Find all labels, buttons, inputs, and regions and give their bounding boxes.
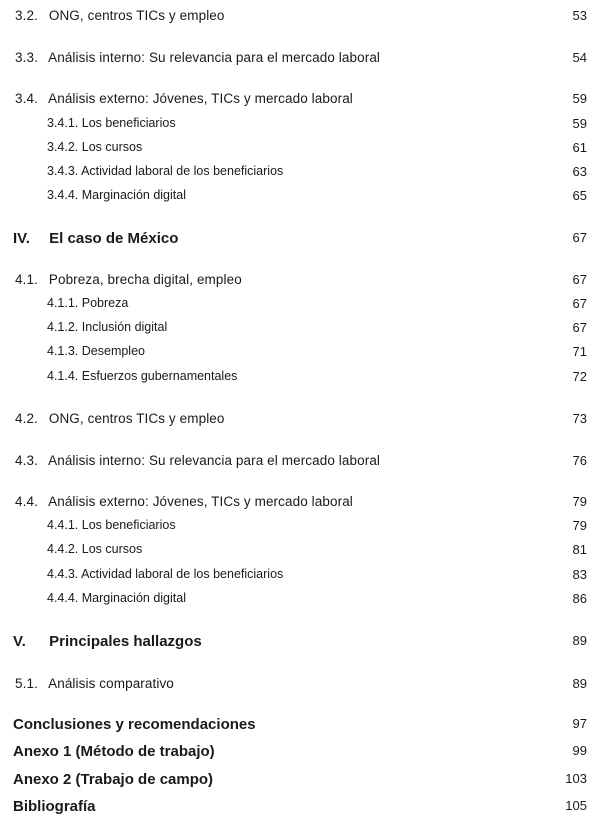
toc-entry bbox=[0, 188, 600, 212]
toc-entry bbox=[0, 494, 600, 518]
toc-entry-number: 3.4. bbox=[15, 91, 38, 106]
toc-entry-number: 4.2. bbox=[15, 411, 38, 426]
toc-entry-page: 54 bbox=[572, 50, 587, 65]
toc-entry-page: 86 bbox=[572, 591, 587, 606]
toc-entry-title: Marginación digital bbox=[81, 188, 186, 202]
toc-entry-page: 81 bbox=[572, 542, 587, 557]
toc-entry-number: 4.3. bbox=[15, 453, 38, 468]
toc-entry-page: 103 bbox=[565, 771, 587, 786]
toc-entry-title: Análisis comparativo bbox=[48, 676, 174, 691]
toc-entry-number: 4.4. bbox=[15, 494, 38, 509]
toc-entry bbox=[0, 676, 600, 700]
toc-entry-title: Principales hallazgos bbox=[49, 633, 202, 650]
toc-entry-title: Actividad laboral de los beneficiarios bbox=[81, 164, 284, 178]
toc-entry-title: Los cursos bbox=[81, 140, 143, 154]
toc-entry-number: V. bbox=[13, 633, 26, 650]
toc-entry bbox=[0, 518, 600, 542]
toc-entry-title: Los cursos bbox=[81, 542, 143, 556]
toc-entry-number: IV. bbox=[13, 230, 30, 247]
toc-entry bbox=[0, 50, 600, 74]
toc-entry-number: 4.4.1. bbox=[47, 518, 79, 532]
toc-entry bbox=[0, 369, 600, 393]
toc-entry-title: ONG, centros TICs y empleo bbox=[48, 411, 225, 426]
toc-entry-title: Anexo 2 (Trabajo de campo) bbox=[13, 771, 214, 788]
toc-entry-page: 79 bbox=[572, 494, 587, 509]
toc-entry-title: Conclusiones y recomendaciones bbox=[13, 716, 256, 733]
toc-entry-number: 3.2. bbox=[15, 8, 38, 23]
toc-entry bbox=[0, 116, 600, 140]
toc-entry-title: Los beneficiarios bbox=[81, 116, 176, 130]
toc-entry-page: 73 bbox=[572, 411, 587, 426]
toc-entry bbox=[0, 140, 600, 164]
toc-entry bbox=[0, 8, 600, 32]
toc-entry-page: 67 bbox=[572, 230, 587, 245]
toc-entry-page: 105 bbox=[565, 798, 587, 813]
toc-entry bbox=[0, 591, 600, 615]
toc-entry-page: 67 bbox=[572, 320, 587, 335]
toc-entry-number: 4.4.4. bbox=[47, 591, 79, 605]
toc-entry bbox=[0, 542, 600, 566]
toc-entry bbox=[0, 344, 600, 368]
toc-entry-page: 76 bbox=[572, 453, 587, 468]
toc-entry-title: Inclusión digital bbox=[81, 320, 168, 334]
toc-entry bbox=[0, 411, 600, 435]
toc-entry-title: Bibliografía bbox=[13, 798, 96, 815]
toc-entry-page: 72 bbox=[572, 369, 587, 384]
toc-entry bbox=[0, 320, 600, 344]
toc-chapter bbox=[0, 633, 600, 657]
toc-entry-title: Análisis interno: Su relevancia para el mercado laboral bbox=[48, 50, 381, 65]
toc-entry-page: 67 bbox=[572, 272, 587, 287]
toc-entry-title: Análisis interno: Su relevancia para el mercado laboral bbox=[48, 453, 381, 468]
toc-entry-number: 3.4.1. bbox=[47, 116, 79, 130]
toc-entry-title: Esfuerzos gubernamentales bbox=[81, 369, 238, 383]
toc-entry bbox=[0, 272, 600, 296]
toc-entry bbox=[0, 567, 600, 591]
toc-back-matter bbox=[0, 743, 600, 767]
toc-entry-page: 97 bbox=[572, 716, 587, 731]
toc-entry-number: 3.4.4. bbox=[47, 188, 79, 202]
toc-entry-title: Análisis externo: Jóvenes, TICs y mercado laboral bbox=[48, 494, 353, 509]
toc-entry-number: 3.4.2. bbox=[47, 140, 79, 154]
toc-entry-title: Análisis externo: Jóvenes, TICs y mercado laboral bbox=[48, 91, 353, 106]
toc-entry-title: Marginación digital bbox=[81, 591, 186, 605]
toc-entry-number: 3.4.3. bbox=[47, 164, 79, 178]
toc-entry-page: 61 bbox=[572, 140, 587, 155]
toc-entry-page: 59 bbox=[572, 91, 587, 106]
toc-entry-title: Los beneficiarios bbox=[81, 518, 176, 532]
toc-entry-number: 5.1. bbox=[15, 676, 38, 691]
toc-entry-page: 65 bbox=[572, 188, 587, 203]
toc-entry-page: 53 bbox=[572, 8, 587, 23]
toc-back-matter bbox=[0, 716, 600, 740]
toc-entry bbox=[0, 296, 600, 320]
toc-chapter bbox=[0, 230, 600, 254]
toc-entry-title: Actividad laboral de los beneficiarios bbox=[81, 567, 284, 581]
toc-entry-page: 63 bbox=[572, 164, 587, 179]
toc-back-matter bbox=[0, 771, 600, 795]
toc-entry-number: 4.4.2. bbox=[47, 542, 79, 556]
toc-entry-number: 4.1.1. bbox=[47, 296, 79, 310]
toc-entry-title: Pobreza, brecha digital, empleo bbox=[48, 272, 242, 287]
toc-entry bbox=[0, 91, 600, 115]
toc-entry bbox=[0, 453, 600, 477]
toc-entry bbox=[0, 164, 600, 188]
toc-entry-number: 4.1.2. bbox=[47, 320, 79, 334]
toc-entry-page: 71 bbox=[572, 344, 587, 359]
toc-entry-page: 67 bbox=[572, 296, 587, 311]
toc-entry-number: 3.3. bbox=[15, 50, 38, 65]
toc-entry-page: 79 bbox=[572, 518, 587, 533]
toc-entry-number: 4.4.3. bbox=[47, 567, 79, 581]
toc-entry-title: Anexo 1 (Método de trabajo) bbox=[13, 743, 215, 760]
toc-entry-title: Desempleo bbox=[81, 344, 145, 358]
toc-entry-page: 59 bbox=[572, 116, 587, 131]
toc-entry-page: 89 bbox=[572, 676, 587, 691]
toc-entry-title: Pobreza bbox=[81, 296, 129, 310]
toc-entry-number: 4.1.4. bbox=[47, 369, 79, 383]
toc-entry-title: El caso de México bbox=[49, 230, 179, 247]
toc-entry-page: 89 bbox=[572, 633, 587, 648]
toc-entry-title: ONG, centros TICs y empleo bbox=[48, 8, 225, 23]
toc-entry-page: 99 bbox=[572, 743, 587, 758]
toc-entry-number: 4.1. bbox=[15, 272, 38, 287]
toc-entry-page: 83 bbox=[572, 567, 587, 582]
toc-back-matter bbox=[0, 798, 600, 822]
toc-entry-number: 4.1.3. bbox=[47, 344, 79, 358]
